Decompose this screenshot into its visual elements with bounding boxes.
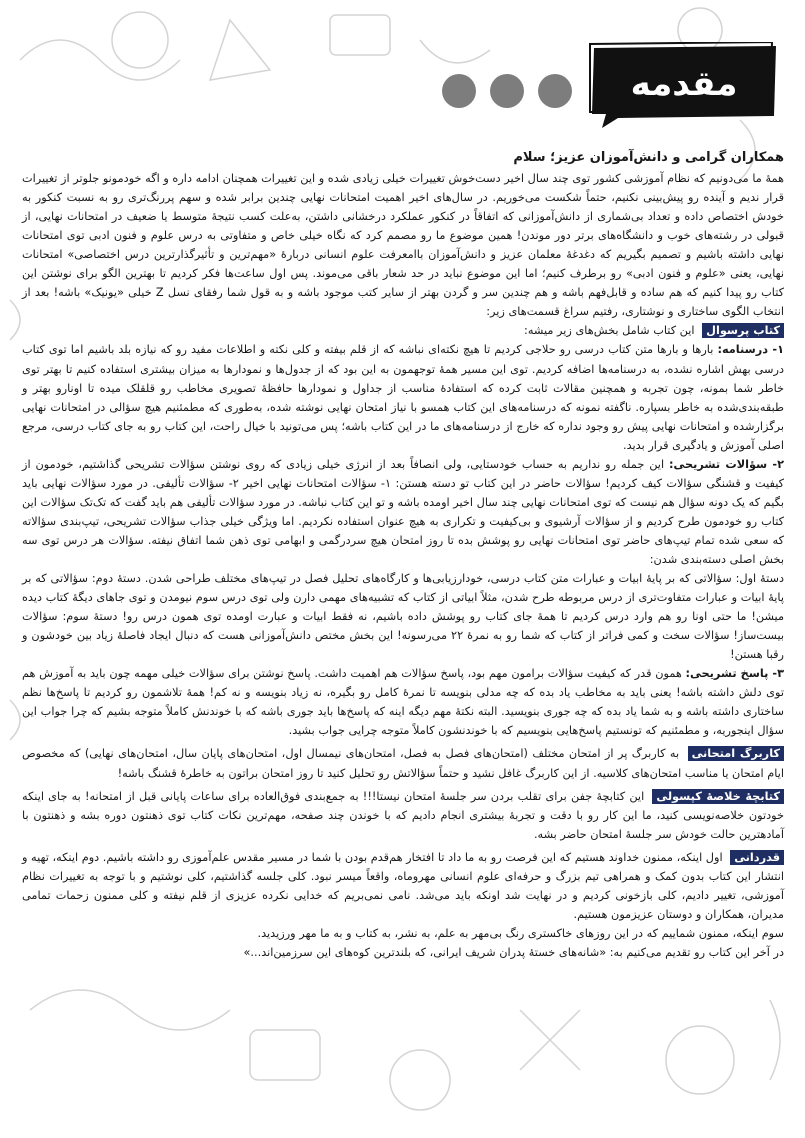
section-questions [22, 455, 784, 569]
summary-paragraph [22, 787, 784, 844]
intro-paragraph: همهٔ ما می‌دونیم که نظام آموزشی کشور توی چند سال اخیر دست‌خوش تغییرات خیلی زیادی شده و این تغییرات همچنان ادامه داره و اگه خودمونو جلوتر از تغییرات قرار ندیم و آینده رو پیش‌بینی نکنیم، حتماً شکست می‌خوریم. در سال‌های اخیر اهمیت امتحانات نهایی چندین برابر شده و سهم پررنگ‌تری رو به نسبت کنکور به خودش اختصاص داده و تعداد بی‌شماری از دانش‌آموزانی که اتفاقاً در کنکور عملکرد درخشانی داشتن، به‌علت کسب نتیجهٔ متوسط یا ضعیف در امتحانات نهایی، از قبولی در رشته‌های خوب و دانشگاه‌های برتر دور موندن! همین موضوع ما رو مصمم کرد که نگاه خیلی خاص و متفاوتی به درس علوم و فنون ادبی توی امتحانات نهایی داشته باشیم و تصمیم بگیریم که دغدغهٔ معلمان عزیز و دانش‌آموزان باامعرفت علوم انسانی دربارهٔ «مهم‌ترین و تأثیرگذارترین درس اختصاصی» امتحانات نهایی، یعنی «علوم و فنون ادبی» رو برطرف کنیم؛ اما این موضوع نباید در حد شعار باقی می‌موند. پس اول ساعت‌ها فکر کردیم تا بهترین الگو برای نوشتن این کتاب رو پیدا کنیم که هم ساده و قابل‌فهم باشه و هم چندین سر و گردن بهتر از سایر کتب موجود باشه و به قول شما رفقای نسل Z خیلی «یونیک» باشه! بعد از انتخاب الگوی ساختاری و نوشتاری، رفتیم سراغ قسمت‌های زیر: [22, 172, 785, 319]
intro-content [22, 148, 784, 962]
section-lesson [22, 340, 784, 454]
summary-label: کتابچهٔ خلاصهٔ کپسولی [652, 789, 784, 804]
thanks-paragraph-2: سوم اینکه، ممنون شماییم که در این روزهای خاکستری رنگ بی‌مهر به علم، به نشر، به کتاب و به ما مهر ورزیدید. [257, 926, 784, 940]
page-title: مقدمه [630, 64, 738, 104]
section-answers-text: همون قدر که کیفیت سؤالات برامون مهم بود، پاسخ سؤالات هم اهمیت داشت. پاسخ نوشتن برای سؤالات خیلی مهمه چون باید به آموزش هم توی دلش داشته باشه! یعنی باید به مخاطب یاد بده که چه مدلی بنویسه تا نمرهٔ کامل رو بگیره، نه زیاد بنویسه و نه کم! همهٔ تلاشمون رو کردیم تا پاسخ‌ها نظم ساختاری داشته باشه و به شما یاد بده که چه جوری بنویسید. البته نکتهٔ مهم دیگه اینه که پاسخ‌ها باید جوری باشه که با خوندنش کاملاً متوجه بشیم که چرا جواب این سؤال اینجوریه، و مطمئنیم که تونستیم پاسخ‌هایی بنویسیم که با خوندنشون کاملاً متوجه چرایی جواب بشید. [22, 667, 784, 738]
page-title-box [588, 42, 780, 128]
structure-label: کتاب پرسوال [702, 323, 784, 338]
decorative-dots [438, 74, 578, 110]
worksheet-text: به کاربرگ پر از امتحان مختلف (امتحان‌های فصل به فصل، امتحان‌های نیمسال اول، امتحان‌های پایان سال، امتحان‌های نهایی) که مخصوص ایام امتحان یا مناسب امتحان‌های کلاسیه. از این کاربرگ غافل نشید و حتماً سؤالاتش رو تحلیل کنید تا روز امتحان براتون به خاطرهٔ قشنگ باشه! [22, 747, 784, 780]
section-questions-text: این جمله رو نداریم به حساب خودستایی، ولی انصافاً بعد از انرژی خیلی زیادی که روی نوشتن سؤالات تشریحی گذاشتیم، خودمون از کیفیت و قشنگی سؤالات کیف کردیم! سؤالات حاضر در این کتاب تو دسته هستن: ۱- سؤالات امتحانات نهایی اخیر ۲- سؤالات تألیفی. در مورد سؤالات نهایی باید بگیم که یک دونه سؤال هم نیست که توی امتحانات نهایی چند سال اخیر اومده باشه و تو این کتاب نباشه. در مورد سؤالات تألیفی هم باید گفت که تک‌تک سؤالات این کتاب رو خودمون طرح کردیم و از سؤالات آرشیوی و بی‌کیفیت و تکراری به هیچ عنوان استفاده نکردیم. اما ویژگی خیلی جذاب سؤالات تشریحی، تیپ‌بندی سؤالاته که سعی شده تمام تیپ‌های حاضر توی امتحانات نهایی رو پوشش بده تا روز امتحان هیچ سردرگمی و ابهامی توی ذهن شما اتفاق نیفته. سؤالات هر درس توی سه بخش اصلی دسته‌بندی شدن: [22, 457, 784, 566]
thanks-text: اول اینکه، ممنون خداوند هستیم که این فرصت رو به ما داد تا افتخار هم‌قدم بودن با شما در مسیر مقدس علم‌آموزی رو داشته باشیم. دوم اینکه، تهیه و انتشار این کتاب بدون کمک و همراهی تیم بزرگ و حرفه‌ای علوم انسانی مهروماه، واقعاً میسر نبود. کلی جلسه گذاشتیم، کلی نوشتیم و با توجه به تغییرات نظام آموزشی، تغییر دادیم، کلی بازخونی کردیم و در نهایت شد اونکه باید می‌شد. نامی نمی‌بریم که خدایی نکرده عزیزی از قلم نیفته و کلی ممنون زحمات تمامی مدیران، همکاران و دوستان عزیزمون هستیم. [22, 850, 784, 921]
worksheet-paragraph [22, 744, 784, 782]
dot-icon [490, 74, 524, 108]
structure-line [22, 321, 784, 340]
question-categories: دستهٔ اول: سؤالاتی که بر پایهٔ ابیات و عبارات متن کتاب درسی، خودارزیابی‌ها و کارگاه‌های تحلیل فصل در تیپ‌های مختلف طراحی شدن. دستهٔ دوم: سؤالاتی که بر پایهٔ ابیات و عبارات متفاوت‌تری از درس مربوطه طرح شدن، مثلاً ابیاتی از کتاب که تشبیه‌های مهمی دارن ولی توی درس سوم نیومدن و توی جاهای دیگهٔ کتاب دیده میشن! ما حتی اونا رو هم وارد درس کردیم تا همهٔ جای کتاب رو پوشش داده باشیم، نه فقط ابیات و عبارت اومده توی همون درس رو! دستهٔ سوم: سؤالات بیست‌ساز! سؤالات سخت و کمی فراتر از کتاب که شما رو به نمرهٔ ۲۲ می‌رسونه! این بخش مختص دانش‌آموزانی هست که دنبال ایجاد فاصلهٔ زیاد بین خودشون و رقبا هستن! [22, 572, 785, 662]
worksheet-label: کاربرگ امتحانی [688, 746, 784, 761]
structure-text: این کتاب شامل بخش‌های زیر میشه: [524, 324, 695, 338]
section-answers-title: ۳- پاسخ تشریحی: [685, 667, 784, 681]
section-questions-title: ۲- سؤالات تشریحی: [669, 457, 785, 471]
greeting: همکاران گرامی و دانش‌آموزان عزیز؛ سلام [513, 150, 784, 165]
section-answers [22, 664, 784, 740]
section-lesson-text: بارها و بارها متن کتاب درسی رو حلاجی کردیم تا هیچ نکته‌ای نباشه که از قلم بیفته و کلی نکته و اطلاعات مفید رو که نیازه بلد باشیم اما توی کتاب درسی بهش اشاره نشده، به درسنامه‌ها اضافه کردیم. توی این مسیر همهٔ توجهمون به این بود که از جدول‌ها و نمودارها به میزان بیشتری استفاده کنیم تا بهتر توی خاطر شما بمونه، چون تجربه و همچنین مقالات ثابت کرده که استفادهٔ مناسب از جداول و نمودارها حافظهٔ تصویری مخاطب رو قلقلک میده تا اونارو بهتر و طبقه‌بندی‌شده به خاطر بسپاره. ناگفته نمونه که درسنامه‌های این کتاب همسو با نیاز امتحان نهایی نوشته شده، به‌طوری که مطمئنیم هیچ سؤالی در امتحانات نهایی برگزارشده و امتحانات نهایی پیش رو وجود نداره که خارج از درسنامه‌های ما در این کتاب باشه؛ پس می‌تونید با خیال راحت، این کتاب رو به جای کتاب درسی، مرجع اصلی آموزش و یادگیری قرار بدید. [22, 343, 784, 452]
dot-icon [538, 74, 572, 108]
section-lesson-title: ۱- درسنامه: [717, 343, 785, 357]
thanks-label: قدردانی [730, 850, 784, 865]
thanks-paragraph-3: در آخر این کتاب رو تقدیم می‌کنیم به: «شانه‌های خستهٔ پدران شریف ایرانی، که بلندترین کوه‌های این سرزمین‌اند...» [243, 945, 784, 959]
thanks-paragraph [22, 848, 784, 924]
dot-icon [442, 74, 476, 108]
summary-text: این کتابچهٔ جفن برای تقلب بردن سر جلسهٔ امتحان نیستا!!! به جمع‌بندی فوق‌العاده برای ساعات پایانی قبل از امتحانه! به جای اینکه خودتون خلاصه‌نویسی کنید، ما این کار رو با دقت و تجربهٔ بیشتری انجام دادیم که با خوندن چند صفحه، مهم‌ترین نکات کتاب توی ذهنتون دوره بشه و ذهنتون با آمادهترین حالت خودش سر جلسهٔ امتحان حاضر بشه. [22, 789, 784, 841]
